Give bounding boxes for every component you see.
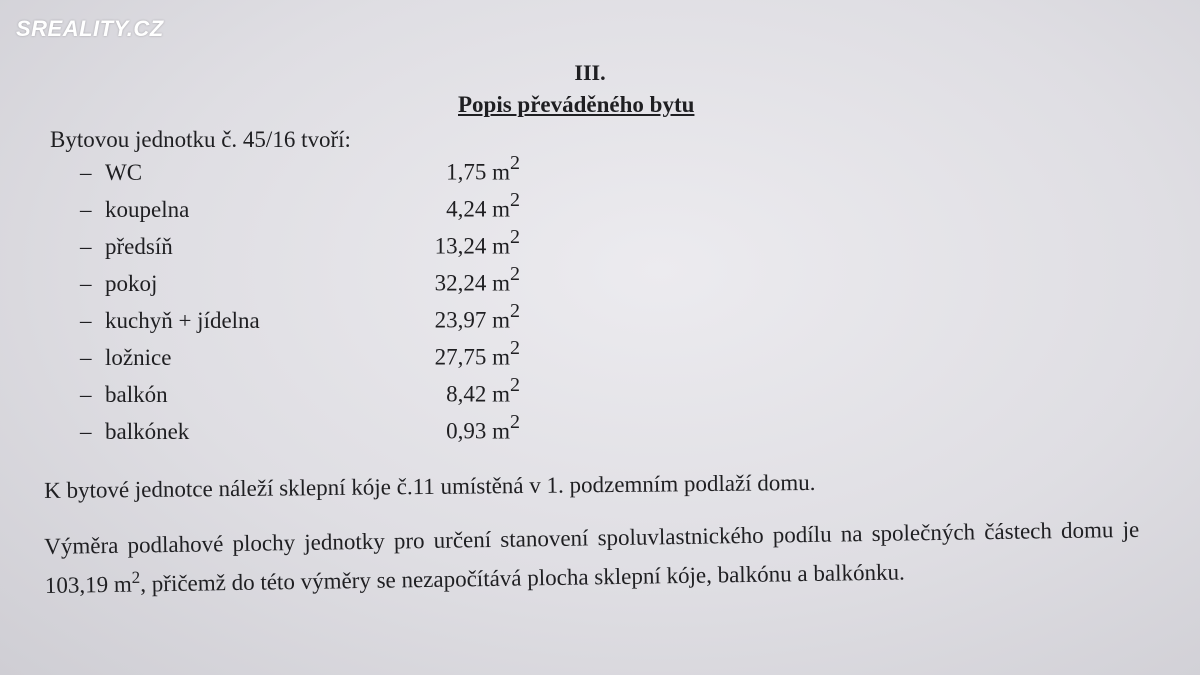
area-exponent: 2 (510, 337, 520, 359)
room-area (435, 339, 520, 371)
cellar-statement: K bytové jednotce náleží sklepní kóje č.11 umístěná v 1. podzemním podlaží domu. (44, 469, 816, 503)
area-unit: m (492, 307, 510, 333)
room-name: ložnice (105, 345, 172, 370)
area-exponent: 2 (510, 152, 520, 174)
section-title: Popis převáděného bytu (458, 92, 695, 117)
room-area (446, 154, 520, 186)
area-value: 32,24 (434, 270, 487, 296)
list-dash: – (80, 197, 92, 222)
room-item (80, 411, 520, 456)
area-unit: m (492, 233, 510, 259)
area-value: 0,93 (446, 418, 487, 444)
room-name: kuchyň + jídelna (105, 308, 260, 333)
room-name: balkónek (105, 419, 190, 444)
area-value: 8,42 (446, 381, 487, 407)
area-exponent: 2 (510, 374, 520, 396)
room-list (80, 152, 520, 456)
area-value: 23,97 (434, 307, 487, 333)
area-exponent: 2 (510, 189, 520, 211)
room-area (435, 265, 520, 297)
list-dash: – (80, 234, 92, 259)
room-area (435, 228, 520, 260)
paragraph-exponent: 2 (131, 567, 141, 587)
area-value: 4,24 (446, 196, 487, 222)
area-unit: m (492, 344, 510, 370)
area-unit: m (492, 159, 510, 185)
area-exponent: 2 (510, 263, 520, 285)
floor-area-paragraph (44, 510, 1140, 605)
list-dash: – (80, 308, 92, 333)
area-exponent: 2 (510, 300, 520, 322)
list-dash: – (80, 382, 92, 407)
room-area (435, 302, 520, 334)
intro-line: Bytovou jednotku č. 45/16 tvoří: (50, 127, 351, 152)
list-dash: – (80, 271, 92, 296)
room-name: předsíň (105, 234, 173, 259)
watermark-logo: SREALITY.CZ (16, 16, 164, 41)
area-unit: m (492, 381, 510, 407)
room-name: pokoj (105, 271, 158, 296)
area-exponent: 2 (510, 411, 520, 433)
room-area (446, 413, 520, 445)
list-dash: – (80, 419, 92, 444)
room-name: koupelna (105, 197, 190, 222)
list-dash: – (80, 345, 92, 370)
section-number: III. (574, 60, 606, 85)
area-unit: m (492, 270, 510, 296)
list-dash: – (80, 160, 92, 185)
area-exponent: 2 (510, 226, 520, 248)
room-name: balkón (105, 382, 168, 407)
area-unit: m (492, 418, 510, 444)
area-value: 27,75 (434, 344, 487, 370)
room-area (446, 376, 520, 408)
area-value: 1,75 (446, 159, 487, 185)
room-area (446, 191, 520, 223)
paragraph-text-before: Výměra podlahové plochy jednotky pro určení stanovení spoluvlastnického podílu na společných částech domu je 103,19 m (44, 516, 1140, 598)
paragraph-text-after: , přičemž do této výměry se nezapočítává plocha sklepní kóje, balkónu a balkónku. (140, 559, 905, 597)
area-value: 13,24 (434, 233, 487, 259)
room-name: WC (105, 160, 143, 185)
area-unit: m (492, 196, 510, 222)
